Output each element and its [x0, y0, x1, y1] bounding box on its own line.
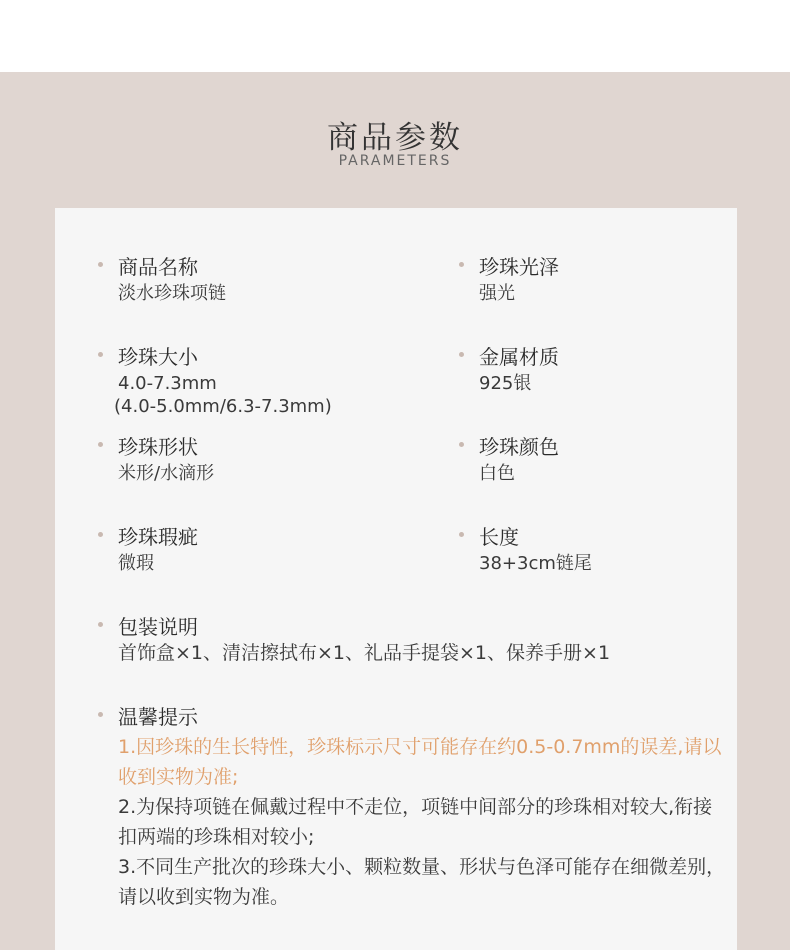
param-value-detail: (4.0-5.0mm/6.3-7.3mm)	[114, 396, 332, 417]
param-pearl-color	[479, 432, 559, 485]
param-pearl-luster	[479, 252, 559, 305]
param-label: 珍珠瑕疵	[118, 525, 198, 549]
tip-size-error: 1.因珍珠的生长特性，珍珠标示尺寸可能存在约0.5-0.7mm的误差,请以收到实物为准;	[118, 736, 722, 788]
param-pearl-flaw	[118, 522, 198, 575]
param-value: 米形/水滴形	[118, 463, 215, 484]
warm-tips	[118, 702, 730, 912]
bullet-dot	[459, 532, 464, 537]
param-value: 微瑕	[118, 553, 154, 574]
bullet-dot	[459, 442, 464, 447]
param-value: 首饰盒×1、清洁擦拭布×1、礼品手提袋×1、保养手册×1	[118, 642, 611, 664]
param-value: 强光	[479, 283, 515, 304]
param-pearl-size	[114, 342, 332, 418]
param-value: 38+3cm链尾	[479, 553, 592, 574]
bullet-dot	[98, 622, 103, 627]
bullet-dot	[459, 262, 464, 267]
param-packaging	[118, 612, 610, 665]
parameters-card	[55, 208, 737, 950]
param-metal-material	[479, 342, 559, 395]
param-label: 商品名称	[118, 255, 198, 279]
bullet-dot	[459, 352, 464, 357]
param-label: 珍珠光泽	[479, 255, 559, 279]
bullet-dot	[98, 352, 103, 357]
param-label: 包装说明	[118, 615, 198, 639]
param-pearl-shape	[118, 432, 214, 485]
param-label: 长度	[479, 525, 519, 549]
param-label: 珍珠形状	[118, 435, 198, 459]
section-title: 商品参数	[327, 120, 463, 156]
param-value: 淡水珍珠项链	[118, 283, 226, 304]
param-label: 珍珠颜色	[479, 435, 559, 459]
bullet-dot	[98, 442, 103, 447]
param-value: 白色	[479, 463, 515, 484]
param-product-name	[118, 252, 226, 305]
param-length	[479, 522, 592, 575]
section-subtitle: PARAMETERS	[338, 153, 452, 169]
param-value: 925银	[479, 373, 532, 394]
tip-batch-difference: 3.不同生产批次的珍珠大小、颗粒数量、形状与色泽可能存在细微差别，请以收到实物为准。	[118, 856, 726, 908]
tip-pearl-position: 2.为保持项链在佩戴过程中不走位，项链中间部分的珍珠相对较大,衔接扣两端的珍珠相对较小;	[118, 796, 713, 848]
bullet-dot	[98, 532, 103, 537]
bullet-dot	[98, 262, 103, 267]
param-value: 4.0-7.3mm	[118, 373, 217, 394]
bullet-dot	[98, 712, 103, 717]
param-label: 珍珠大小	[118, 345, 198, 369]
param-label: 金属材质	[479, 345, 559, 369]
tips-label: 温馨提示	[118, 705, 198, 729]
